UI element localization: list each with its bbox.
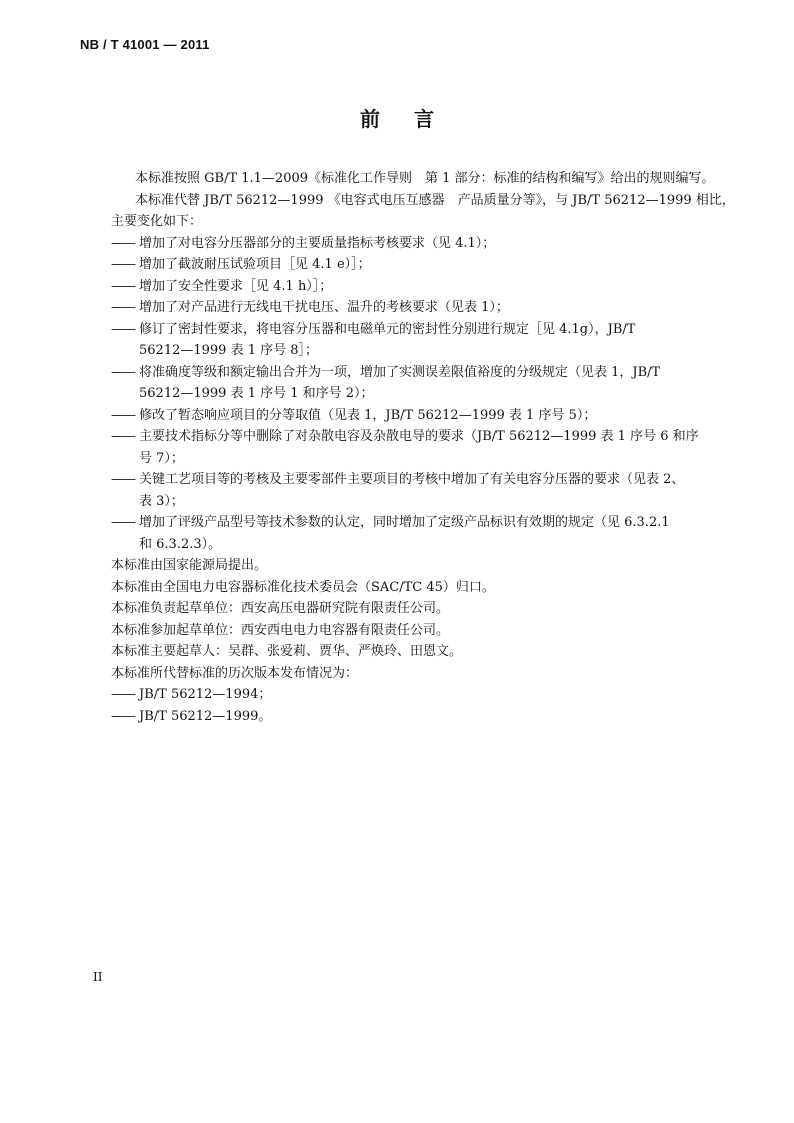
change-item-text [139, 405, 711, 427]
list-dash: —— [111, 515, 135, 530]
change-item [111, 297, 711, 319]
list-dash: —— [111, 278, 135, 294]
change-item-line: 修改了暂态响应项目的分等取值（见表 1，JB/T 56212—1999 表 1 序号 5）； [139, 407, 597, 423]
change-item-text [139, 362, 711, 405]
list-dash: —— [111, 429, 135, 444]
change-item [111, 426, 711, 469]
change-item-line: 56212—1999 表 1 序号 8］； [139, 343, 319, 358]
statement-line: 本标准由全国电力电容器标准化技术委员会（SAC/TC 45）归口。 [111, 579, 495, 595]
list-dash: —— [111, 235, 135, 251]
change-item-text [139, 319, 711, 362]
list-dash: —— [111, 257, 135, 272]
change-item-line: 56212—1999 表 1 序号 1 和序号 2）； [139, 386, 374, 401]
list-dash: —— [111, 364, 135, 380]
list-dash: —— [111, 300, 135, 315]
change-item-text [139, 233, 711, 255]
change-item-line: 增加了评级产品型号等技术参数的认定，同时增加了定级产品标识有效期的规定（见 6.3.2.1 [139, 515, 670, 530]
statement-line: 本标准负责起草单位：西安高压电器研究院有限责任公司。 [111, 601, 450, 616]
intro-line-1: 本标准按照 GB/T 1.1—2009《标准化工作导则 第 1 部分：标准的结构和编写》给出的规则编写。 [135, 171, 715, 186]
change-item [111, 512, 711, 555]
page-number: II [93, 970, 103, 984]
intro-line-3: 主要变化如下： [111, 214, 203, 229]
change-item-line: 号 7）； [139, 450, 184, 466]
list-dash: —— [111, 321, 135, 337]
change-item [111, 319, 711, 362]
change-item-line: 主要技术指标分等中删除了对杂散电容及杂散电导的要求（JB/T 56212—1999 表 1 序号 6 和序 [139, 429, 699, 444]
change-item [111, 469, 711, 512]
previous-versions-list [111, 684, 711, 727]
previous-version-item [111, 706, 711, 728]
change-item-line: 表 3）； [139, 493, 184, 509]
change-item-text [139, 276, 711, 298]
change-item-text [139, 254, 711, 276]
change-item [111, 405, 711, 427]
change-item-line: 增加了安全性要求［见 4.1 h）］； [139, 278, 333, 294]
statement-line: 本标准参加起草单位：西安西电电力电容器有限责任公司。 [111, 622, 450, 638]
change-item [111, 362, 711, 405]
change-item-line: 修订了密封性要求，将电容分压器和电磁单元的密封性分别进行规定［见 4.1g），JB/T [139, 321, 636, 337]
foreword-body [111, 168, 735, 727]
change-item [111, 233, 711, 255]
change-item-line: 关键工艺项目等的考核及主要零部件主要项目的考核中增加了有关电容分压器的要求（见表 2、 [139, 472, 685, 487]
change-item-text [139, 512, 711, 555]
change-item [111, 276, 711, 298]
previous-version-item [111, 684, 711, 706]
change-item-text [139, 469, 711, 512]
list-dash: —— [111, 407, 135, 423]
list-dash: —— [111, 708, 135, 724]
previous-version-text: JB/T 56212—1999。 [139, 708, 272, 724]
page-title: 前言 [360, 107, 468, 131]
statement-line: 本标准所代替标准的历次版本发布情况为： [111, 665, 359, 681]
change-item-line: 将准确度等级和额定输出合并为一项，增加了实测误差限值裕度的分级规定（见表 1，JB/T [139, 364, 661, 380]
intro-line-2: 本标准代替 JB/T 56212—1999 《电容式电压互感器 产品质量分等》，与 JB/T 56212—1999 相比， [135, 192, 735, 208]
change-item-text [139, 426, 711, 469]
statements-block [111, 555, 711, 684]
change-item-text [139, 297, 711, 319]
change-item-line: 和 6.3.2.3）。 [139, 536, 222, 552]
statement-line: 本标准由国家能源局提出。 [111, 558, 268, 573]
change-item-line: 增加了截波耐压试验项目［见 4.1 e）］； [139, 257, 371, 272]
standard-code-header: NB / T 41001 — 2011 [80, 37, 210, 52]
changes-list [111, 233, 711, 556]
change-item [111, 254, 711, 276]
list-dash: —— [111, 687, 135, 702]
change-item-line: 增加了对产品进行无线电干扰电压、温升的考核要求（见表 1）； [139, 300, 509, 315]
list-dash: —— [111, 472, 135, 487]
previous-version-text: JB/T 56212—1994； [139, 687, 272, 702]
change-item-line: 增加了对电容分压器部分的主要质量指标考核要求（见 4.1）； [139, 235, 496, 251]
statement-line: 本标准主要起草人：吴群、张爱莉、贾华、严焕玲、田恩文。 [111, 644, 463, 659]
